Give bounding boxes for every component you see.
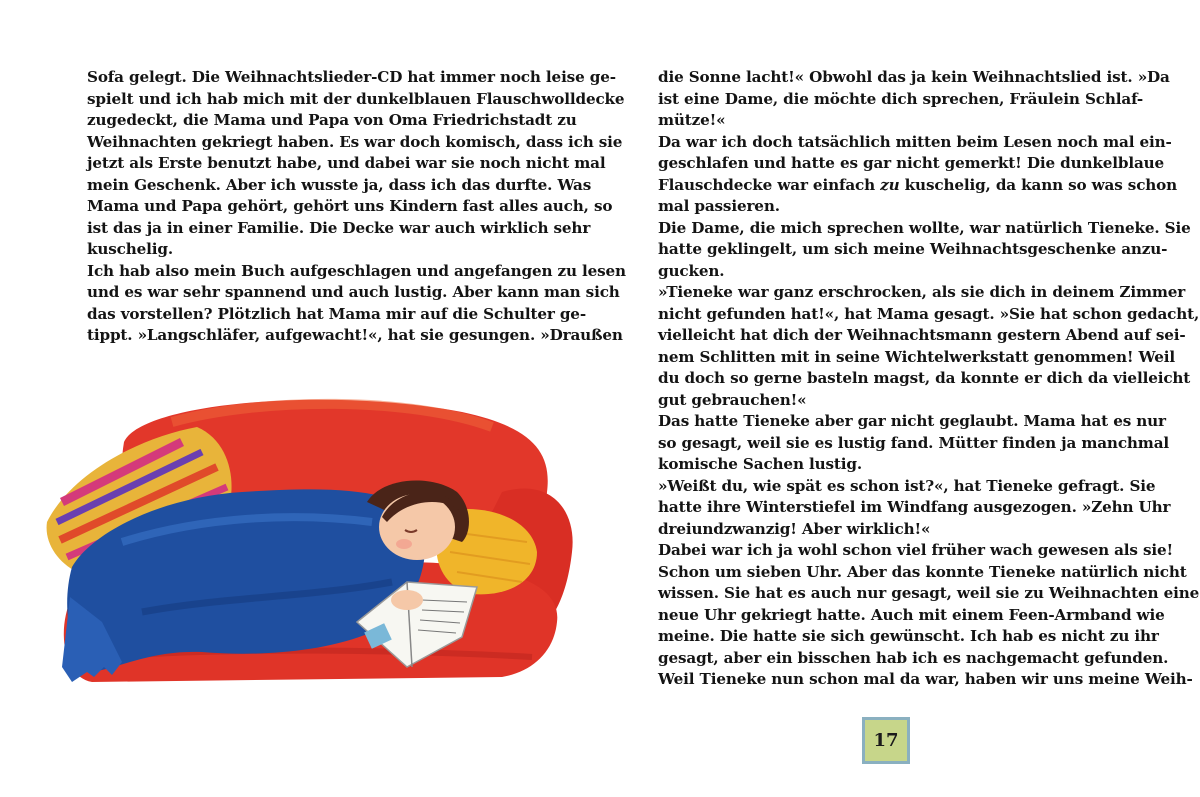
text-line: »Tieneke war ganz erschrocken, als sie dich in deinem Zimmer — [658, 283, 1186, 301]
text-line: geschlafen und hatte es gar nicht gemerkt! Die dunkelblaue — [658, 154, 1165, 172]
text-line: ist eine Dame, die möchte dich sprechen, Fräulein Schlaf- — [658, 89, 1144, 108]
text-line: hatte geklingelt, um sich meine Weihnachtsgeschenke anzu- — [658, 240, 1168, 258]
text-line: du doch so gerne basteln magst, da konnte er dich da vielleicht — [658, 369, 1191, 387]
text-line: nicht gefunden hat!«, hat Mama gesagt. »Sie hat schon gedacht, — [658, 304, 1200, 323]
text-line: vielleicht hat dich der Weihnachtsmann gestern Abend auf sei- — [658, 326, 1186, 344]
text-line: gesagt, aber ein bisschen hab ich es nachgemacht gefunden. — [658, 648, 1169, 667]
text-line: jetzt als Erste benutzt habe, und dabei war sie noch nicht mal — [87, 154, 606, 172]
right-page — [600, 0, 1200, 797]
text-line: und es war sehr spannend und auch lustig. Aber kann man sich — [87, 283, 620, 301]
text-line: dreiundzwanzig! Aber wirklich!« — [658, 519, 931, 538]
text-line: Dabei war ich ja wohl schon viel früher wach gewesen als sie! — [658, 541, 1174, 559]
emphasized-word: zu — [880, 175, 900, 194]
text-line: nem Schlitten mit in seine Wichtelwerkstatt genommen! Weil — [658, 347, 1175, 366]
text-line: die Sonne lacht!« Obwohl das ja kein Weihnachtslied ist. »Da — [658, 68, 1170, 86]
text-line: Mama und Papa gehört, gehört uns Kindern fast alles auch, so — [87, 197, 613, 215]
text-line: Weihnachten gekriegt haben. Es war doch komisch, dass ich sie — [87, 132, 623, 151]
text-line: gucken. — [658, 261, 725, 280]
text-line-with-emphasis: Flauschdecke war einfach zu kuschelig, da kann so was schon — [658, 175, 1178, 194]
text-line: das vorstellen? Plötzlich hat Mama mir auf die Schulter ge- — [87, 304, 586, 323]
text-line: Schon um sieben Uhr. Aber das konnte Tieneke natürlich nicht — [658, 562, 1187, 581]
girl-sleeping-on-red-sofa-illustration — [32, 382, 592, 702]
text-line: Ich hab also mein Buch aufgeschlagen und angefangen zu lesen — [87, 261, 626, 280]
text-line: Weil Tieneke nun schon mal da war, haben wir uns meine Weih- — [658, 670, 1193, 688]
text-line: ist das ja in einer Familie. Die Decke war auch wirklich sehr — [87, 218, 591, 237]
text-line: Da war ich doch tatsächlich mitten beim Lesen noch mal ein- — [658, 132, 1172, 151]
text-line: neue Uhr gekriegt hatte. Auch mit einem Feen-Armband wie — [658, 605, 1165, 624]
text-line: Die Dame, die mich sprechen wollte, war natürlich Tieneke. Sie — [658, 218, 1191, 237]
page-number: 17 — [862, 717, 910, 764]
text-line: mal passieren. — [658, 197, 780, 215]
text-line: »Weißt du, wie spät es schon ist?«, hat Tieneke gefragt. Sie — [658, 476, 1156, 495]
text-line: komische Sachen lustig. — [658, 455, 862, 473]
text-line: Das hatte Tieneke aber gar nicht geglaubt. Mama hat es nur — [658, 412, 1166, 430]
left-page-text — [87, 67, 626, 347]
text-line: meine. Die hatte sie sich gewünscht. Ich hab es nicht zu ihr — [658, 627, 1159, 645]
text-line: mein Geschenk. Aber ich wusste ja, dass ich das durfte. Was — [87, 175, 592, 194]
text-line: gut gebrauchen!« — [658, 390, 807, 409]
text-line: tippt. »Langschläfer, aufgewacht!«, hat sie gesungen. »Draußen — [87, 326, 623, 344]
text-line: mütze!« — [658, 111, 726, 129]
text-line: spielt und ich hab mich mit der dunkelblauen Flauschwolldecke — [87, 89, 625, 108]
text-line: zugedeckt, die Mama und Papa von Oma Friedrichstadt zu — [87, 111, 577, 129]
text-line: Sofa gelegt. Die Weihnachtslieder-CD hat immer noch leise ge- — [87, 68, 616, 86]
text-line: hatte ihre Winterstiefel im Windfang ausgezogen. »Zehn Uhr — [658, 498, 1171, 516]
text-line: so gesagt, weil sie es lustig fand. Mütter finden ja manchmal — [658, 433, 1170, 452]
text-line: wissen. Sie hat es auch nur gesagt, weil sie zu Weihnachten eine — [658, 584, 1200, 602]
right-page-text — [658, 67, 1200, 691]
text-line: kuschelig. — [87, 240, 174, 258]
